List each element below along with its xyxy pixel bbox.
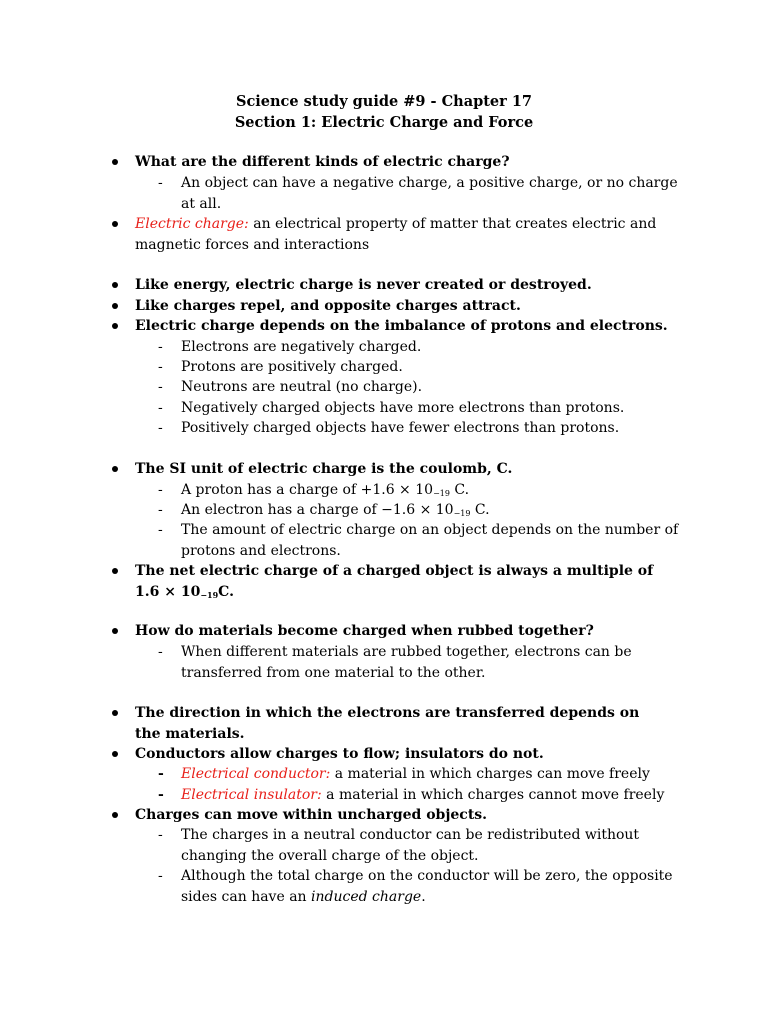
point-positive-objects: Positively charged objects have fewer electrons than protons. <box>181 420 620 436</box>
point-electron-charge: An electron has a charge of $-1.6 \times 10_{-19}$ C. <box>181 502 490 518</box>
question-kinds: What are the different kinds of electric charge? <box>135 154 510 170</box>
fact-direction: The direction in which the electrons are transferred depends on the materials. <box>135 705 640 742</box>
bullet <box>112 744 116 748</box>
definition-insulator <box>181 785 681 806</box>
fact-net-charge: The net electric charge of a charged object is always a multiple of $1.6 \times 10_{-19}C$. <box>135 563 654 600</box>
bullet <box>112 275 116 279</box>
point-amount: The amount of electric charge on an object depends on the number of protons and electrons. <box>181 522 679 559</box>
dash: - <box>158 827 163 843</box>
bullet <box>112 152 116 156</box>
dash: - <box>158 175 163 191</box>
definition-electric-charge <box>135 214 680 255</box>
dash: - <box>158 868 163 884</box>
definition-text: a material in which charges can move freely <box>330 766 650 782</box>
dash: - <box>158 379 163 395</box>
answer-kinds: An object can have a negative charge, a positive charge, or no charge at all. <box>181 175 678 212</box>
bullet <box>112 316 116 320</box>
dash: - <box>158 502 163 518</box>
fact-repel: Like charges repel, and opposite charges attract. <box>135 298 521 314</box>
dash: - <box>158 766 164 782</box>
bullet <box>112 296 116 300</box>
definition-text: an electrical property of matter that creates electric and magnetic forces and interactions <box>135 216 657 253</box>
dash: - <box>158 482 163 498</box>
definition-conductor <box>181 764 681 785</box>
fact-si-unit: The SI unit of electric charge is the coulomb, C. <box>135 461 513 477</box>
term-electric-charge: Electric charge: <box>135 216 249 232</box>
fact-imbalance: Electric charge depends on the imbalance of protons and electrons. <box>135 318 668 334</box>
point-proton-charge: A proton has a charge of $+1.6 \times 10_{-19}$ C. <box>181 482 470 498</box>
dash: - <box>158 339 163 355</box>
term-conductor: Electrical conductor: <box>181 766 331 782</box>
bullet <box>112 561 116 565</box>
bullet <box>112 214 116 218</box>
question-rubbed: How do materials become charged when rubbed together? <box>135 623 594 639</box>
page-title: Science study guide #9 - Chapter 17 <box>235 93 533 110</box>
bullet <box>112 621 116 625</box>
dash: - <box>158 400 163 416</box>
point-electrons: Electrons are negatively charged. <box>181 339 422 355</box>
fact-uncharged: Charges can move within uncharged objects. <box>135 807 488 823</box>
point-protons: Protons are positively charged. <box>181 359 403 375</box>
point-neutrons: Neutrons are neutral (no charge). <box>181 379 423 395</box>
fact-energy: Like energy, electric charge is never created or destroyed. <box>135 277 592 293</box>
term-insulator: Electrical insulator: <box>181 787 322 803</box>
definition-text: a material in which charges cannot move freely <box>321 787 665 803</box>
dash: - <box>158 359 163 375</box>
answer-rubbed: When different materials are rubbed together, electrons can be transferred from one material to the other. <box>181 644 632 681</box>
page-subtitle: Section 1: Electric Charge and Force <box>234 114 534 131</box>
point-negative-objects: Negatively charged objects have more electrons than protons. <box>181 400 625 416</box>
dash: - <box>158 522 163 538</box>
dash: - <box>158 787 164 803</box>
dash: - <box>158 644 163 660</box>
fact-conductors: Conductors allow charges to flow; insulators do not. <box>135 746 544 762</box>
bullet <box>112 703 116 707</box>
term-induced-charge: induced charge <box>311 888 422 905</box>
dash: - <box>158 420 163 436</box>
bullet <box>112 459 116 463</box>
point-redistributed: The charges in a neutral conductor can be redistributed without changing the overall charge of the object. <box>181 827 640 864</box>
point-induced: Although the total charge on the conductor will be zero, the opposite sides can have an induced charge. <box>181 868 673 905</box>
bullet <box>112 805 116 809</box>
